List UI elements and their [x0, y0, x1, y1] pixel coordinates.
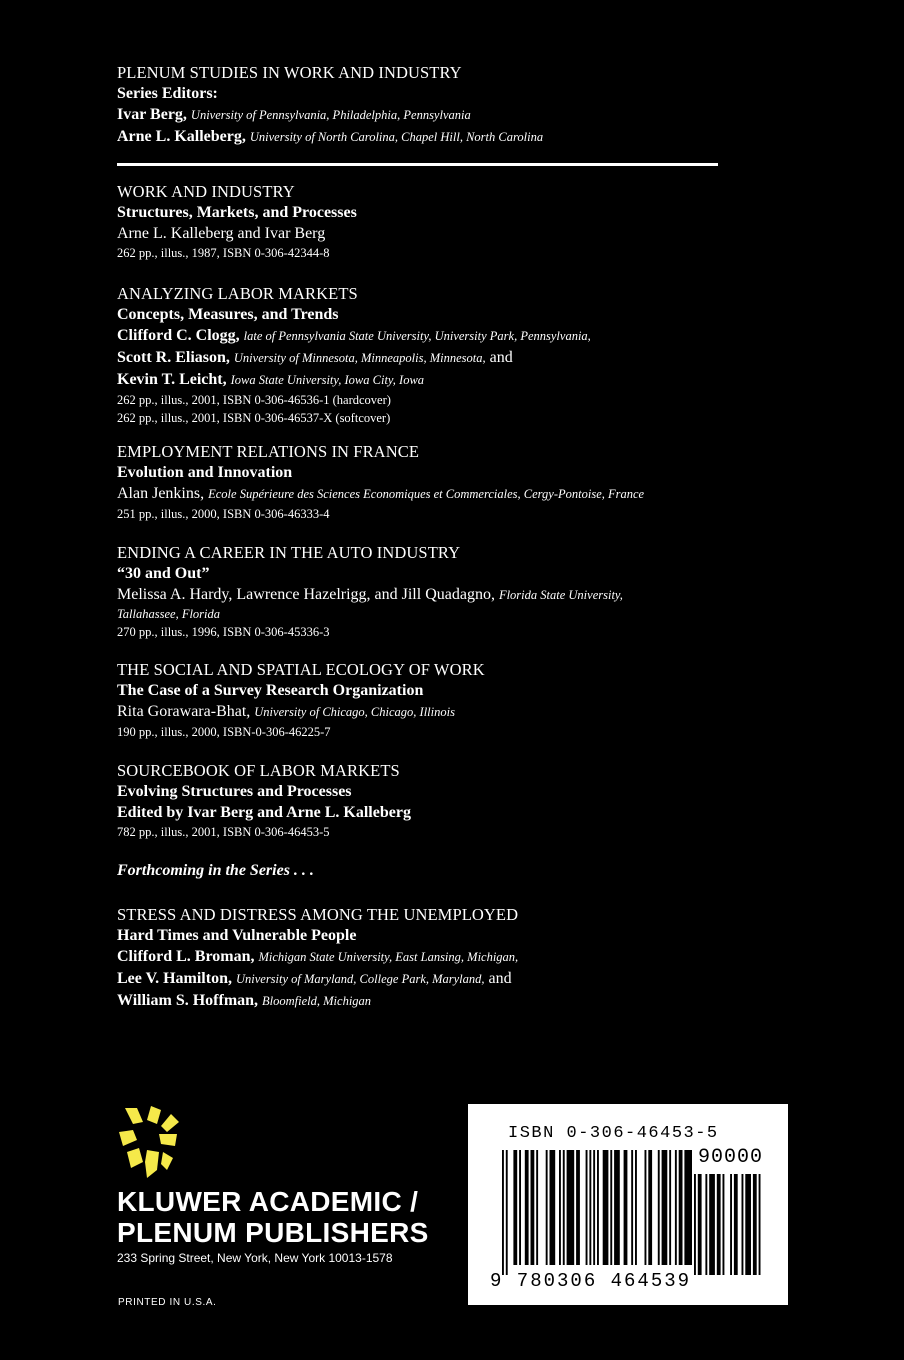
- book-subtitle: Evolution and Innovation: [117, 464, 293, 481]
- divider-rule: [117, 163, 718, 166]
- publisher-name-line1: KLUWER ACADEMIC /: [117, 1186, 419, 1217]
- book-subtitle: Concepts, Measures, and Trends: [117, 306, 339, 323]
- ean-number: 9 780306 464539: [490, 1270, 692, 1292]
- isbn-label: ISBN 0-306-46453-5: [508, 1124, 719, 1143]
- book-author-line: Melissa A. Hardy, Lawrence Hazelrigg, and Jill Quadagno, Florida State University,: [117, 586, 623, 603]
- series-title: PLENUM STUDIES IN WORK AND INDUSTRY: [117, 63, 462, 82]
- book-title: WORK AND INDUSTRY: [117, 182, 295, 201]
- book-author-line: Lee V. Hamilton, University of Maryland, College Park, Maryland, and: [117, 970, 512, 987]
- book-subtitle: Hard Times and Vulnerable People: [117, 927, 357, 944]
- book-entry: [117, 760, 737, 841]
- book-subtitle: Evolving Structures and Processes: [117, 783, 352, 800]
- book-title: ENDING A CAREER IN THE AUTO INDUSTRY: [117, 543, 461, 562]
- book-author-line: Clifford L. Broman, Michigan State University, East Lansing, Michigan,: [117, 948, 519, 965]
- price-code: 90000: [698, 1146, 764, 1169]
- book-entry: [117, 542, 737, 641]
- book-details: 251 pp., illus., 2000, ISBN 0-306-46333-4: [117, 507, 330, 521]
- book-author-line: Clifford C. Clogg, late of Pennsylvania State University, University Park, Pennsylvania,: [117, 327, 591, 344]
- book-author-line: Kevin T. Leicht, Iowa State University, Iowa City, Iowa: [117, 371, 425, 388]
- book-subtitle: “30 and Out”: [117, 565, 210, 582]
- book-title: EMPLOYMENT RELATIONS IN FRANCE: [117, 442, 419, 461]
- series-editors-label: Series Editors:: [117, 85, 218, 102]
- book-details: 190 pp., illus., 2000, ISBN-0-306-46225-7: [117, 725, 331, 739]
- publisher-block: [117, 1186, 429, 1265]
- book-author-line: William S. Hoffman, Bloomfield, Michigan: [117, 992, 372, 1009]
- book-title: SOURCEBOOK OF LABOR MARKETS: [117, 761, 400, 780]
- book-subtitle: The Case of a Survey Research Organization: [117, 682, 424, 699]
- book-authors: Arne L. Kalleberg and Ivar Berg: [117, 225, 326, 242]
- book-entry: [117, 283, 737, 427]
- book-details: 270 pp., illus., 1996, ISBN 0-306-45336-3: [117, 625, 330, 639]
- kluwer-flower-icon: [117, 1104, 183, 1180]
- book-author-line: Rita Gorawara-Bhat, University of Chicago, Chicago, Illinois: [117, 703, 455, 720]
- book-author-line: Alan Jenkins, Ecole Supérieure des Sciences Economiques et Commerciales, Cergy-Pontoise, France: [117, 485, 645, 502]
- book-title: THE SOCIAL AND SPATIAL ECOLOGY OF WORK: [117, 660, 485, 679]
- book-entry: [117, 659, 737, 741]
- book-title: ANALYZING LABOR MARKETS: [117, 284, 358, 303]
- book-affiliation: Tallahassee, Florida: [117, 607, 221, 621]
- book-title: STRESS AND DISTRESS AMONG THE UNEMPLOYED: [117, 905, 519, 924]
- series-editor: Ivar Berg, University of Pennsylvania, Philadelphia, Pennsylvania: [117, 106, 471, 123]
- book-entry: [117, 181, 737, 262]
- series-editor: Arne L. Kalleberg, University of North Carolina, Chapel Hill, North Carolina: [117, 128, 544, 145]
- book-details: 262 pp., illus., 2001, ISBN 0-306-46536-1 (hardcover): [117, 393, 391, 407]
- forthcoming-entry: [117, 904, 737, 1012]
- publisher-address: 233 Spring Street, New York, New York 10013-1578: [117, 1251, 393, 1265]
- book-details: 262 pp., illus., 2001, ISBN 0-306-46537-X (softcover): [117, 411, 391, 425]
- book-author-line: Scott R. Eliason, University of Minnesota, Minneapolis, Minnesota, and: [117, 349, 513, 366]
- barcode-box: [468, 1104, 788, 1305]
- book-subtitle: Structures, Markets, and Processes: [117, 204, 357, 221]
- forthcoming-label: Forthcoming in the Series . . .: [117, 862, 314, 879]
- book-details: 262 pp., illus., 1987, ISBN 0-306-42344-8: [117, 246, 330, 260]
- book-details: 782 pp., illus., 2001, ISBN 0-306-46453-5: [117, 825, 330, 839]
- book-entry: [117, 441, 737, 523]
- book-editors: Edited by Ivar Berg and Arne L. Kalleberg: [117, 804, 411, 821]
- ean-barcode: [502, 1150, 692, 1275]
- printed-in: PRINTED IN U.S.A.: [118, 1297, 217, 1308]
- series-header: [117, 62, 717, 148]
- publisher-name-line2: PLENUM PUBLISHERS: [117, 1217, 429, 1248]
- price-barcode: [694, 1174, 762, 1275]
